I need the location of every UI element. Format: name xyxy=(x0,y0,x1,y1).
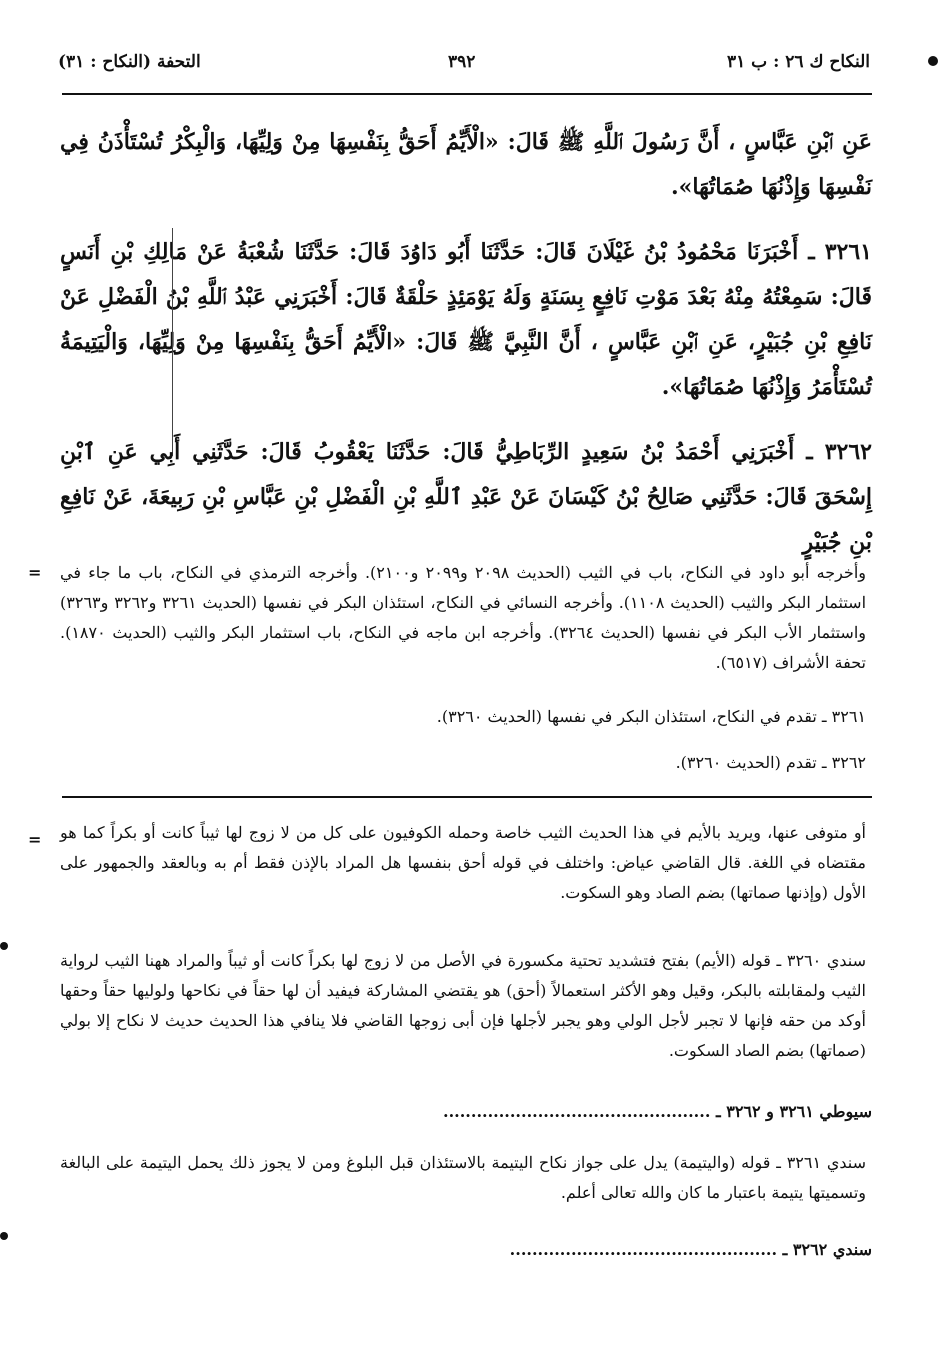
header-source: التحفة (النكاح : ٣١) xyxy=(58,52,201,72)
footnote-3261: ٣٢٦١ ـ تقدم في النكاح، استئذان البكر في نفسها (الحديث ٣٢٦٠). xyxy=(436,707,866,726)
sindi-3262-label: سندي ٣٢٦٢ ـ xyxy=(782,1240,872,1259)
hadith-3261: ٣٢٦١ ـ أَخْبَرَنَا مَحْمُودُ بْنُ غَيْلَانَ قَالَ: حَدَّثَنَا أَبُو دَاوُدَ قَالَ: حَدَّثَنَا شُعْبَةُ عَنْ مَالِكِ بْنِ أَنَسٍ قَالَ: سَمِعْتُهُ مِنْهُ بَعْدَ مَوْتِ نَافِعٍ بِسَنَةٍ وَلَهُ يَوْمَئِذٍ حَلْقَةٌ قَالَ: أَخْبَرَنِي عَبْدُ ٱللَّهِ بْنُ الْفَضْلِ عَنْ نَافِعِ بْنِ جُبَيْرٍ، عَنِ ٱبْنِ عَبَّاسٍ ، أَنَّ النَّبِيَّ ﷺ قَالَ: «الْأَيِّمُ أَحَقُّ بِنَفْسِهَا مِنْ وَلِيِّهَا، وَالْيَتِيمَةُ تُسْتَأْمَرُ وَإِذْنُهَا صُمَاتُهَا». xyxy=(60,239,872,400)
margin-dot-2 xyxy=(0,1232,8,1240)
footnote-takhrij: وأخرجه أبو داود في النكاح، باب في الثيب (الحديث ٢٠٩٨ و٢٠٩٩ و٢١٠٠). وأخرجه الترمذي في النكاح، باب ما جاء في استثمار البكر والثيب (الحديث ١١٠٨). وأخرجه النسائي في النكاح، استئذان البكر في نفسها (الحديث ٣٢٦١ و٣٢٦٢ و٣٢٦٣) واستثمار الأب البكر في نفسها (الحديث ٣٢٦٤). وأخرجه ابن ماجه في النكاح، باب استثمار البكر والثيب (الحديث ١٨٧٠). تحفة الأشراف (٦٥١٧). xyxy=(60,563,867,672)
sindi-3262-heading xyxy=(66,1240,872,1259)
page-header xyxy=(58,52,870,82)
footnote-3262: ٣٢٦٢ ـ تقدم (الحديث ٣٢٦٠). xyxy=(675,753,866,772)
leader-dots: ................................................ xyxy=(443,1102,711,1121)
margin-line xyxy=(172,228,173,456)
suyuti-heading xyxy=(66,1102,872,1121)
commentary-continued: أو متوفى عنها، ويريد بالأيم في هذا الحديث الثيب خاصة وحمله الكوفيون على كل من لا زوج لها ثيباً كانت أو بكراً كما هو مقتضاه في اللغة. قال القاضي عياض: واختلف في قوله أحق بنفسها هل المراد بالإذن فقط أم به وبالعقد والجمهور على الأول (وإذنها صماتها) بضم الصاد وهو السكوت. xyxy=(60,823,866,902)
commentary-sindi-3261: سندي ٣٢٦١ ـ قوله (واليتيمة) يدل على جواز نكاح اليتيمة بالاستئذان قبل البلوغ ومن لا يجوز ذلك يحمل اليتيمة على البالغة وتسميتها يتيمة باعتبار ما كان والله تعالى أعلم. xyxy=(60,1153,866,1202)
hadith-intro: عَنِ ٱبْنِ عَبَّاسٍ ، أَنَّ رَسُولَ ٱللَّهِ ﷺ قَالَ: «الْأَيِّمُ أَحَقُّ بِنَفْسِهَا مِنْ وَلِيِّهَا، وَالْبِكْرُ تُسْتَأْذَنُ فِي نَفْسِهَا وَإِذْنُهَا صُمَاتُهَا». xyxy=(60,129,872,200)
margin-mark xyxy=(928,56,938,66)
commentary-rule xyxy=(62,796,872,798)
page-number: ٣٩٢ xyxy=(448,52,476,72)
commentary-sindi-3260: سندي ٣٢٦٠ ـ قوله (الأيم) بفتح فتشديد تحتية مكسورة في الأصل من لا زوج لها بكراً كانت أو ثيباً والمراد ههنا الثيب لرواية الثيب ولمقابلته بالبكر، وقيل وهو الأكثر استعمالاً (أحق) هو يقتضي المشاركة فيفيد أن لها حقاً في نكاحها ولوليها حقاً وحقها أوكد من حقه فإنها لا تجبر لأجل الولي وهو يجبر لأجلها فإن أبى زوجها القاضي فلا ينافي هذا الحديث حديث لا نكاح إلا بولي (صماتها) بضم الصاد السكوت. xyxy=(60,951,866,1060)
header-rule xyxy=(62,93,872,95)
suyuti-label: سيوطي ٣٢٦١ و ٣٢٦٢ ـ xyxy=(715,1102,872,1121)
continuation-mark: = xyxy=(28,563,42,582)
leader-dots-2: ................................................ xyxy=(509,1240,778,1259)
header-chapter: النكاح ك ٢٦ : ب ٣١ xyxy=(726,52,870,72)
continuation-mark-2: = xyxy=(28,830,42,849)
hadith-3262: ٣٢٦٢ ـ أَخْبَرَنِي أَحْمَدُ بْنُ سَعِيدٍ الرِّبَاطِيُّ قَالَ: حَدَّثَنَا يَعْقُوبُ قَالَ: حَدَّثَنِي أَبِي عَنِ ٱبْنِ إِسْحَقَ قَالَ: حَدَّثَنِي صَالِحُ بْنُ كَيْسَانَ عَنْ عَبْدِ ٱللَّهِ بْنِ الْفَضْلِ بْنِ عَبَّاسِ بْنِ رَبِيعَةَ، عَنْ نَافِعِ بْنِ جُبَيْرٍ xyxy=(60,439,872,555)
margin-dot xyxy=(0,942,8,950)
